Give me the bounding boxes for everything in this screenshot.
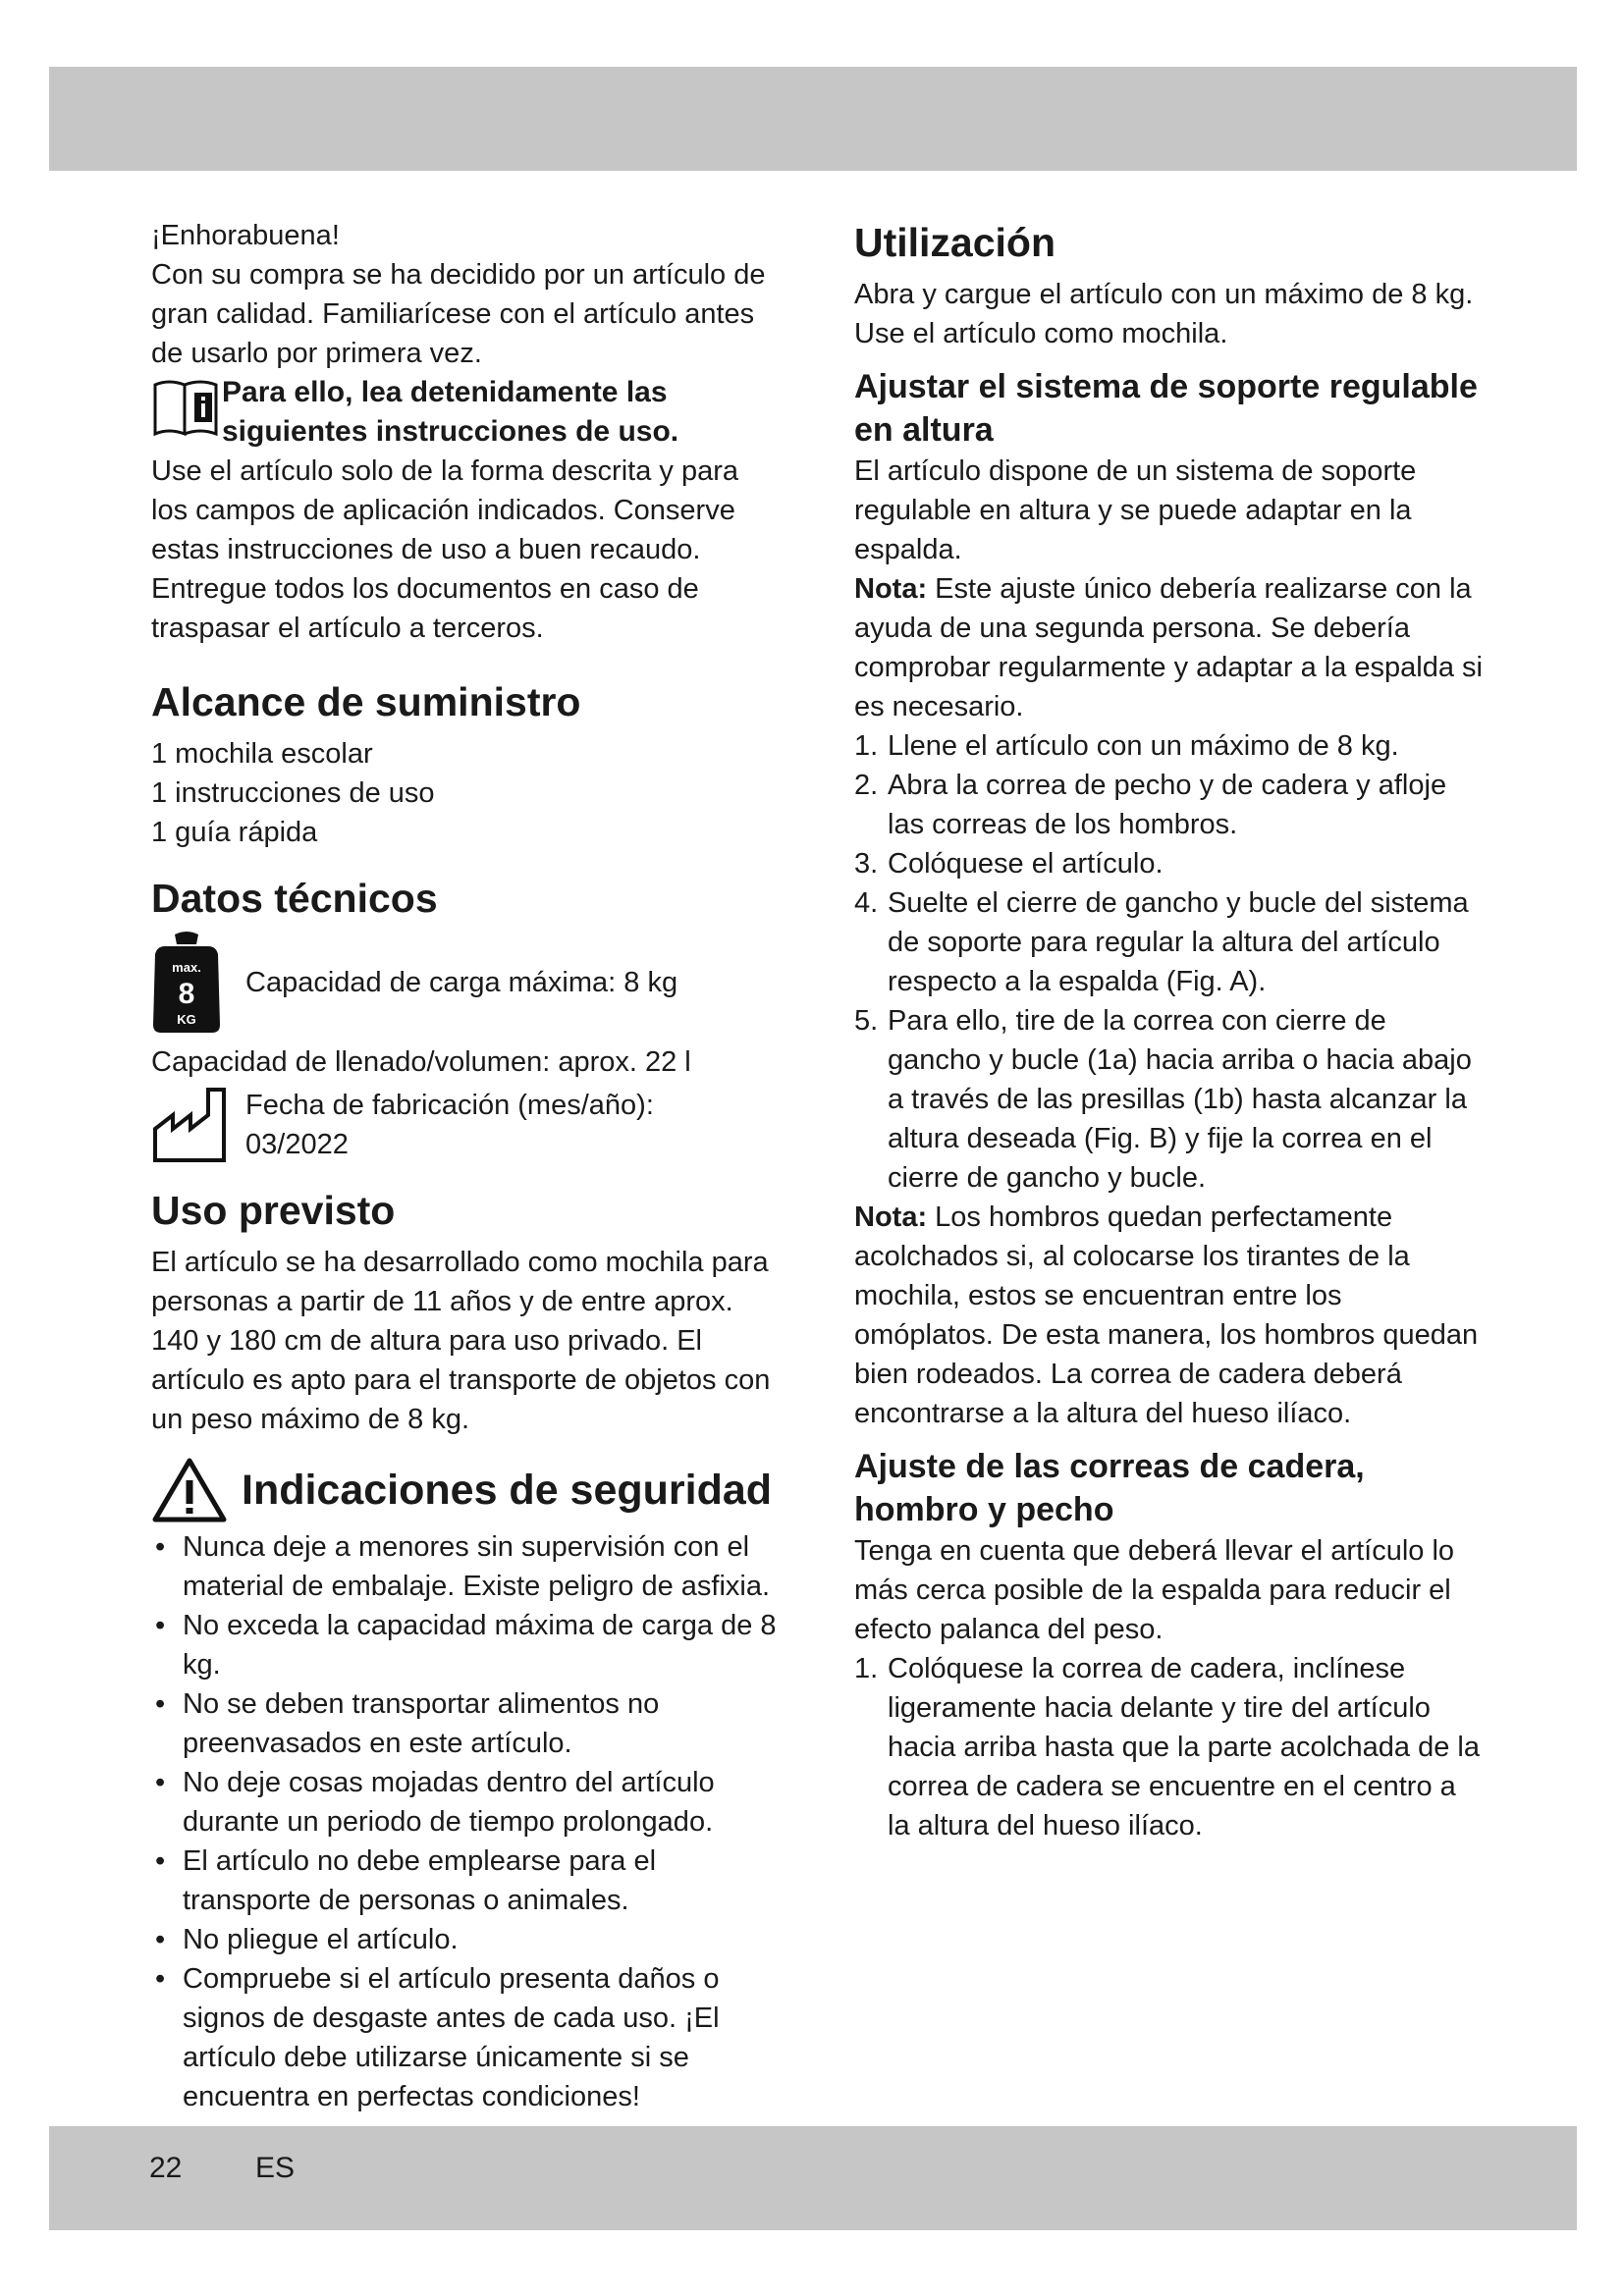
weight-icon-value: 8: [178, 978, 195, 1010]
step-item: [854, 844, 1483, 883]
factory-icon: [151, 1086, 238, 1164]
manufacture-row: [151, 1086, 780, 1164]
volume: Capacidad de llenado/volumen: aprox. 22 l: [151, 1046, 691, 1078]
book-info-icon: [151, 377, 222, 451]
adjust-support-steps: [854, 726, 1483, 1198]
scope-item: 1 instrucciones de uso: [151, 777, 435, 809]
use-heading: Utilización: [854, 220, 1056, 265]
use-text: Abra y cargue el artículo con un máximo de 8 kg. Use el artículo como mochila.: [854, 279, 1474, 349]
note-label: Nota:: [854, 1201, 928, 1233]
adjust-straps-heading: Ajuste de las correas de cadera, hombro y pecho: [854, 1448, 1365, 1528]
weight-icon-unit: KG: [177, 1012, 196, 1027]
safety-heading: Indicaciones de seguridad: [242, 1467, 773, 1514]
step-item: [854, 766, 1483, 844]
step-text: Abra la correa de pecho y de cadera y afloje las correas de los hombros.: [888, 770, 1447, 840]
greeting: ¡Enhorabuena!: [151, 220, 340, 251]
safety-item: • No pliegue el artículo.: [151, 1920, 780, 1959]
safety-item: • No se deben transportar alimentos no preenvasados en este artículo.: [151, 1684, 780, 1763]
load-capacity-row: [151, 929, 780, 1037]
left-column: [151, 216, 780, 2116]
read-instructions-notice: [151, 373, 780, 452]
intended-use-text: El artículo se ha desarrollado como mochila para personas a partir de 11 años y de entre aprox. 140 y 180 cm de altura para uso privado. El artículo es apto para el transporte de objetos con un peso máximo de 8 kg.: [151, 1247, 771, 1435]
note-label: Nota:: [854, 573, 928, 605]
tech-heading: Datos técnicos: [151, 876, 438, 921]
adjust-support-heading: Ajustar el sistema de soporte regulable en altura: [854, 368, 1478, 449]
scope-heading: Alcance de suministro: [151, 679, 581, 724]
step-number: 5.: [854, 1005, 879, 1037]
note-text: Este ajuste único debería realizarse con la ayuda de una segunda persona. Se debería comprobar regularmente y adaptar a la espalda si es necesario.: [854, 573, 1483, 722]
step-item: [854, 1001, 1483, 1198]
manufacture-date: 03/2022: [245, 1129, 349, 1160]
load-capacity: Capacidad de carga máxima: 8 kg: [245, 967, 678, 998]
right-column: [854, 216, 1483, 1845]
adjust-straps-text: Tenga en cuenta que deberá llevar el artículo lo más cerca posible de la espalda para reducir el efecto palanca del peso.: [854, 1535, 1455, 1645]
step-item: [854, 1649, 1483, 1845]
adjust-support-text: El artículo dispone de un sistema de soporte regulable en altura y se puede adaptar en la espalda.: [854, 455, 1417, 565]
adjust-straps-steps: [854, 1649, 1483, 1845]
manufacture-label: Fecha de fabricación (mes/año):: [245, 1090, 654, 1121]
usage-text: Use el artículo solo de la forma descrita y para los campos de aplicación indicados. Conserve estas instrucciones de uso a buen recaudo. Entregue todos los documentos en caso de traspasar el artículo a terceros.: [151, 455, 738, 644]
safety-heading-row: [151, 1457, 780, 1523]
step-text: Colóquese el artículo.: [888, 848, 1164, 880]
safety-list: [151, 1527, 780, 2116]
safety-item: • No deje cosas mojadas dentro del artículo durante un periodo de tiempo prolongado.: [151, 1763, 780, 1842]
step-number: 4.: [854, 887, 879, 919]
scope-item: 1 mochila escolar: [151, 738, 373, 770]
note-text: Los hombros quedan perfectamente acolchados si, al colocarse los tirantes de la mochila, estos se encuentran entre los omóplatos. De esta manera, los hombros quedan bien rodeados. La correa de cadera deberá encontrarse a la altura del hueso ilíaco.: [854, 1201, 1479, 1429]
step-text: Llene el artículo con un máximo de 8 kg.: [888, 730, 1399, 762]
safety-item: • El artículo no debe emplearse para el transporte de personas o animales.: [151, 1842, 780, 1920]
intended-use-heading: Uso previsto: [151, 1188, 396, 1233]
scope-list: [151, 734, 780, 852]
intro-text: Con su compra se ha decidido por un artículo de gran calidad. Familiarícese con el artículo antes de usarlo por primera vez.: [151, 259, 766, 369]
page-number: 22: [149, 2152, 183, 2184]
header-bar: [49, 67, 1577, 171]
adjust-support-note: [854, 569, 1483, 726]
step-text: Suelte el cierre de gancho y bucle del sistema de soporte para regular la altura del artículo respecto a la espalda (Fig. A).: [888, 887, 1469, 997]
weight-icon: [151, 929, 222, 1037]
step-item: [854, 726, 1483, 766]
safety-item: • No exceda la capacidad máxima de carga de 8 kg.: [151, 1606, 780, 1684]
step-number: 2.: [854, 770, 879, 801]
warning-triangle-icon: [151, 1457, 228, 1523]
step-item: [854, 883, 1483, 1001]
step-number: 1.: [854, 730, 879, 762]
step-text: Para ello, tire de la correa con cierre de gancho y bucle (1a) hacia arriba o hacia abajo a través de las presillas (1b) hasta alcanzar la altura deseada (Fig. B) y fije la correa en el cierre de gancho y bucle.: [888, 1005, 1472, 1194]
step-number: 1.: [854, 1653, 879, 1684]
weight-icon-top: max.: [172, 960, 201, 975]
scope-item: 1 guía rápida: [151, 817, 318, 848]
info-line-2: siguientes instrucciones de uso.: [222, 415, 679, 448]
adjust-support-note-2: [854, 1198, 1483, 1433]
language-code: ES: [255, 2152, 296, 2184]
safety-item: • Compruebe si el artículo presenta daños o signos de desgaste antes de cada uso. ¡El artículo debe utilizarse únicamente si se encuentra en perfectas condiciones!: [151, 1959, 780, 2116]
safety-item: • Nunca deje a menores sin supervisión con el material de embalaje. Existe peligro de asfixia.: [151, 1527, 780, 1606]
step-text: Colóquese la correa de cadera, inclínese ligeramente hacia delante y tire del artículo hacia arriba hasta que la parte acolchada de la correa de cadera se encuentre en el centro a la altura del hueso ilíaco.: [888, 1653, 1480, 1842]
info-line-1: Para ello, lea detenidamente las: [222, 376, 668, 408]
step-number: 3.: [854, 848, 879, 880]
